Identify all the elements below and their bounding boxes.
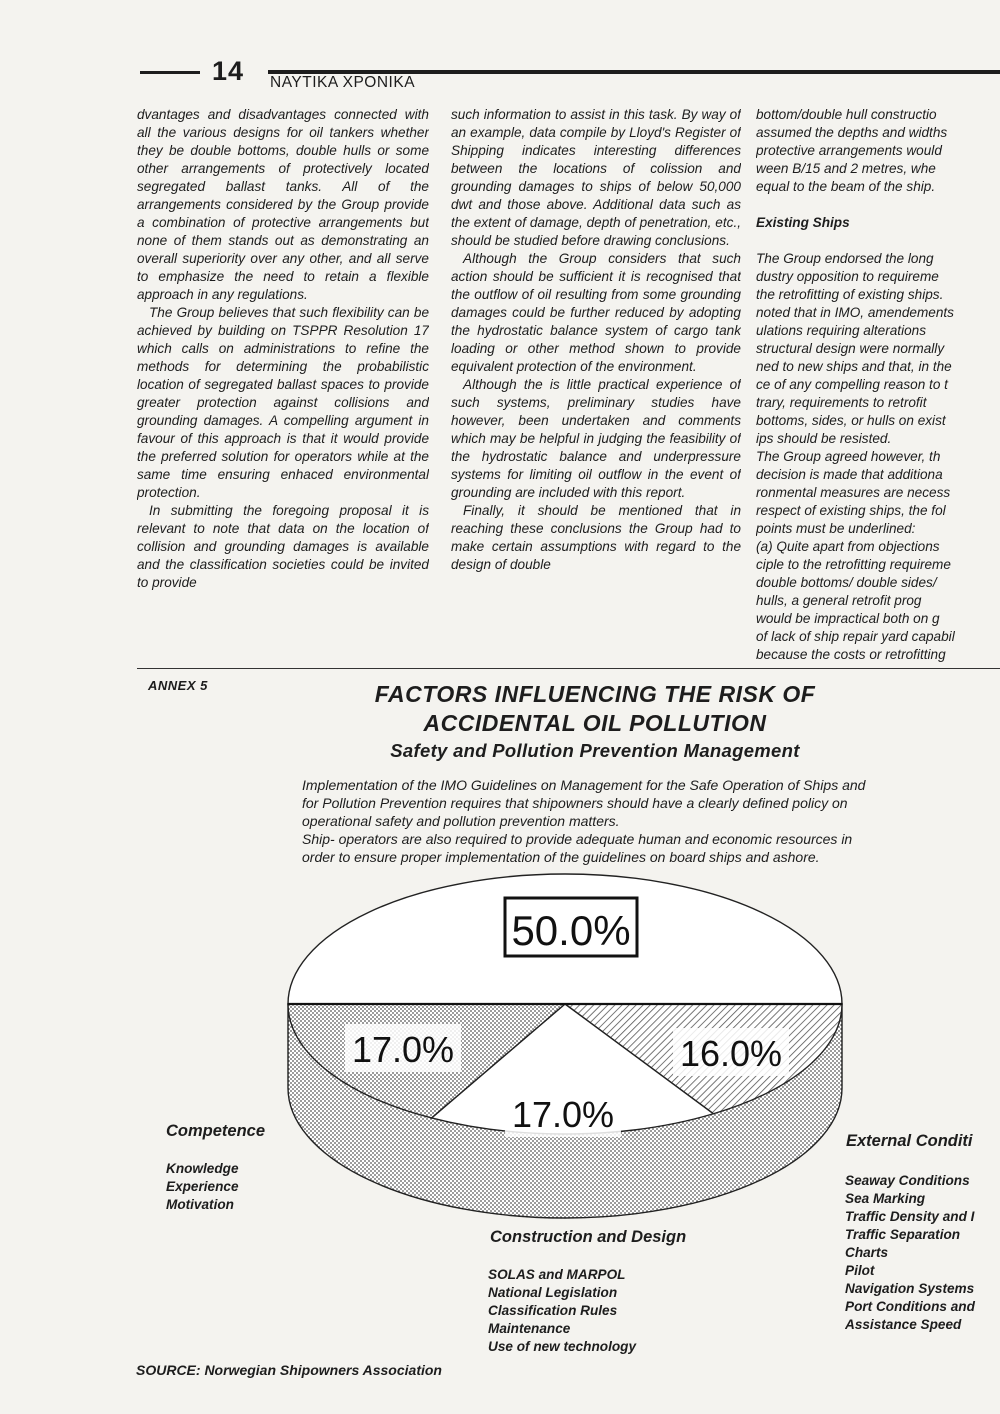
list-item: Navigation Systems xyxy=(845,1281,975,1296)
text-line: assumed the depths and widths xyxy=(756,125,948,140)
paragraph: such information to assist in this task. By way of an example, data compile by Lloyd's Register of Shipping indicates interesting differences between the locations of colission and grounding damages to ships of below 50,000 dwt and those above. Additional data such as the extent of damage, depth of penetration, etc., should be studied before drawing conclusions. xyxy=(451,107,741,248)
text-line: of lack of ship repair yard capabil xyxy=(756,629,955,644)
annex-title-line-1: FACTORS INFLUENCING THE RISK OF xyxy=(374,681,816,707)
chart-source: SOURCE: Norwegian Shipowners Association xyxy=(136,1362,442,1378)
paragraph: Although the is little practical experience of such systems, preliminary studies have however, been undertaken and comments which may be helpful in judging the feasibility of the hydrostatic balance and underpressure systems for limiting oil outflow in the event of grounding are included with this report. xyxy=(451,377,741,500)
text-line: structural design were normally xyxy=(756,341,945,356)
list-item: Port Conditions and xyxy=(845,1299,975,1314)
list-item: Maintenance xyxy=(488,1321,571,1336)
list-item: National Legislation xyxy=(488,1285,618,1300)
annex-subtitle: Safety and Pollution Prevention Management xyxy=(390,740,800,761)
paragraph: Although the Group considers that such action should be sufficient it is recognised that the outflow of oil resulting from some grounding damages could be further reduced by adopting the hydrostatic balance system of cargo tank loading or other method shown to provide equivalent protection of the environment. xyxy=(451,251,741,374)
factor-list-external-conditions xyxy=(845,1172,1000,1334)
text-line: trary, requirements to retrofit xyxy=(756,395,927,410)
text-line: ween B/15 and 2 metres, whe xyxy=(756,161,936,176)
text-line: respect of existing ships, the fol xyxy=(756,503,946,518)
text-line: noted that in IMO, amendements xyxy=(756,305,954,320)
list-item: Experience xyxy=(166,1179,239,1194)
page-number: 14 xyxy=(212,56,245,86)
list-item: Assistance Speed xyxy=(845,1317,962,1332)
text-line: The Group endorsed the long xyxy=(756,251,934,266)
text-line: hulls, a general retrofit prog xyxy=(756,593,922,608)
text-line: would be impractical both on g xyxy=(756,611,940,626)
slice-label: 17.0% xyxy=(351,1029,455,1070)
paragraph: In submitting the foregoing proposal it is relevant to note that data on the location of collision and grounding damages is available and the classification societies could be invited to provide xyxy=(137,503,429,590)
factor-title-construction-design: Construction and Design xyxy=(490,1228,687,1246)
text-line: double bottoms/ double sides/ xyxy=(756,575,937,590)
list-item: Traffic Density and I xyxy=(845,1209,975,1224)
list-item: Motivation xyxy=(166,1197,234,1212)
paragraph: dvantages and disadvantages connected with all the various designs for oil tankers whether they be double bottoms, double hulls or some other arrangements of protectively located segregated ballast tanks. All of the arrangements considered by the Group provide a combination of protective arrangements but none of them stands out as demonstrating an overall superiority over any other, and all serve to emphasize the need to retain a flexible approach in any regulations. xyxy=(137,107,429,302)
list-item: Pilot xyxy=(845,1263,875,1278)
slice-label: 17.0% xyxy=(511,1094,615,1135)
slice-label: 16.0% xyxy=(679,1033,783,1074)
text-line: equal to the beam of the ship. xyxy=(756,179,936,194)
list-item: Knowledge xyxy=(166,1161,239,1176)
text-line: The Group agreed however, th xyxy=(756,449,941,464)
magazine-name: ΝΑΥΤΙΚΑ ΧΡΟΝΙΚΑ xyxy=(270,74,416,91)
text-line: ronmental measures are necess xyxy=(756,485,951,500)
text-line: because the costs or retrofitting xyxy=(756,647,946,662)
annex-title-line-2: ACCIDENTAL OIL POLLUTION xyxy=(423,710,767,736)
list-item: Charts xyxy=(845,1245,889,1260)
text-line: ned to new ships and that, in the xyxy=(756,359,952,374)
slice-label: 50.0% xyxy=(511,907,631,954)
text-line: bottom/double hull constructio xyxy=(756,107,937,122)
list-item: Traffic Separation xyxy=(845,1227,961,1242)
annex-label: ANNEX 5 xyxy=(148,678,208,693)
text-line: ips should be resisted. xyxy=(756,431,892,446)
text-line: dustry opposition to requireme xyxy=(756,269,939,284)
factor-list-construction-design xyxy=(488,1266,636,1356)
text-line: the retrofitting of existing ships. xyxy=(756,287,944,302)
list-item: Seaway Conditions xyxy=(845,1173,970,1188)
text-line: ulations requiring alterations xyxy=(756,323,927,338)
text-line: decision is made that additiona xyxy=(756,467,943,482)
factor-list-competence xyxy=(166,1160,239,1214)
paragraph: The Group believes that such flexibility can be achieved by building on TSPPR Resolution 17 which calls on administrations to refine the methods for determining the probabilistic location of segregated ballast spaces to provide greater protection against collisions and grounding damages. A compelling argument in favour of this approach is that it would provide the preferred solution for operators while at the same time ensuring enhaced environmental protection. xyxy=(137,305,429,500)
list-item: SOLAS and MARPOL xyxy=(488,1267,626,1282)
list-item: Classification Rules xyxy=(488,1303,618,1318)
text-line: bottoms, sides, or hulls on exist xyxy=(756,413,946,428)
paragraph: Finally, it should be mentioned that in reaching these conclusions the Group had to make certain assumptions with regard to the design of double xyxy=(451,503,741,572)
intro-paragraph: Ship- operators are also required to provide adequate human and economic resources in order to ensure proper implementation of the guidelines on board ships and ashore. xyxy=(302,831,853,865)
text-line: protective arrangements would xyxy=(756,143,942,158)
factor-title-competence: Competence xyxy=(166,1122,266,1140)
section-heading-existing-ships: Existing Ships xyxy=(756,215,850,230)
text-line: ciple to the retrofitting requireme xyxy=(756,557,951,572)
text-line: points must be underlined: xyxy=(756,521,916,536)
list-item: Sea Marking xyxy=(845,1191,926,1206)
list-item: Use of new technology xyxy=(488,1339,637,1354)
text-line: (a) Quite apart from objections xyxy=(756,539,940,554)
text-line: ce of any compelling reason to t xyxy=(756,377,948,392)
factor-title-external-conditions: External Conditi xyxy=(846,1132,973,1150)
intro-paragraph: Implementation of the IMO Guidelines on Management for the Safe Operation of Ships and for Pollution Prevention requires that shipowners should have a clearly defined policy on operational safety and pollution prevention matters. xyxy=(302,777,866,829)
